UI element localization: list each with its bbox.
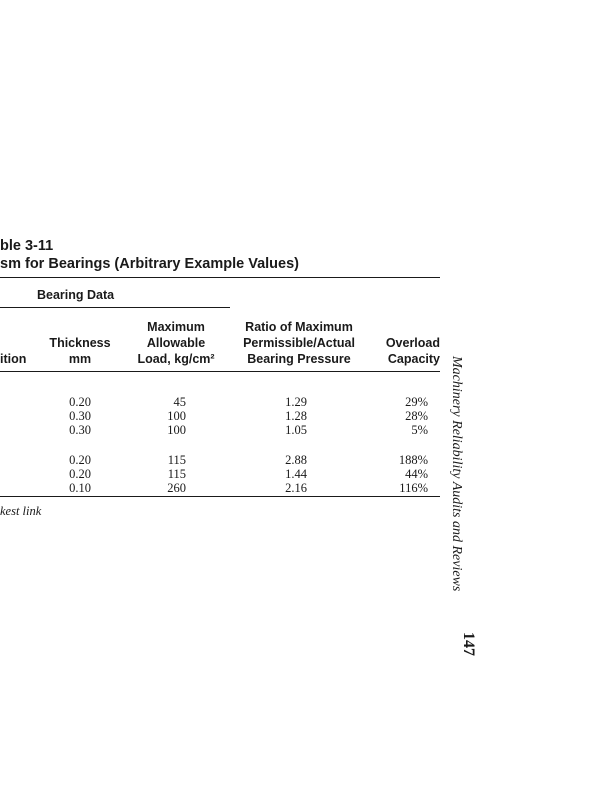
header-rule	[0, 371, 440, 372]
table-title: sm for Bearings (Arbitrary Example Values)	[0, 256, 299, 272]
cell-thickness: 0.20	[69, 467, 91, 481]
header-max-load: Maximum Allowable Load, kg/cm²	[137, 320, 215, 366]
header-position: ition	[0, 352, 27, 366]
cell-overload: 188%	[398, 453, 428, 467]
cell-ratio: 1.29	[285, 395, 307, 409]
cell-overload: 5%	[411, 423, 428, 437]
cell-max-load: 100	[167, 409, 186, 423]
cell-ratio: 1.28	[285, 409, 307, 423]
table-bottom-rule	[0, 496, 440, 497]
bearing-data-group-heading: Bearing Data	[37, 288, 115, 302]
table-label: ble 3-11	[0, 238, 54, 254]
cell-thickness: 0.20	[69, 395, 91, 409]
title-rule	[0, 277, 440, 278]
cell-overload: 44%	[405, 467, 428, 481]
cell-thickness: 0.10	[69, 481, 91, 495]
cell-ratio: 1.05	[285, 423, 307, 437]
cell-overload: 116%	[399, 481, 428, 495]
cell-ratio: 2.16	[285, 481, 307, 495]
cell-thickness: 0.20	[69, 453, 91, 467]
header-thickness: Thickness mm	[49, 336, 111, 366]
cell-overload: 29%	[405, 395, 428, 409]
cell-ratio: 1.44	[285, 467, 307, 481]
running-head: Machinery Reliability Audits and Reviews	[449, 356, 464, 592]
cell-ratio: 2.88	[285, 453, 307, 467]
cell-max-load: 115	[167, 467, 186, 481]
header-ratio: Ratio of Maximum Permissible/Actual Bearing Pressure	[243, 320, 355, 366]
header-overload: Overload Capacity	[385, 336, 440, 366]
group-heading-rule	[0, 307, 230, 308]
cell-thickness: 0.30	[69, 409, 91, 423]
cell-max-load: 45	[173, 395, 186, 409]
page-number: 147	[460, 632, 477, 656]
cell-max-load: 100	[167, 423, 186, 437]
cell-overload: 28%	[405, 409, 428, 423]
cell-thickness: 0.30	[69, 423, 91, 437]
table-footnote: kest link	[0, 504, 42, 518]
cell-max-load: 260	[167, 481, 186, 495]
cell-max-load: 115	[167, 453, 186, 467]
